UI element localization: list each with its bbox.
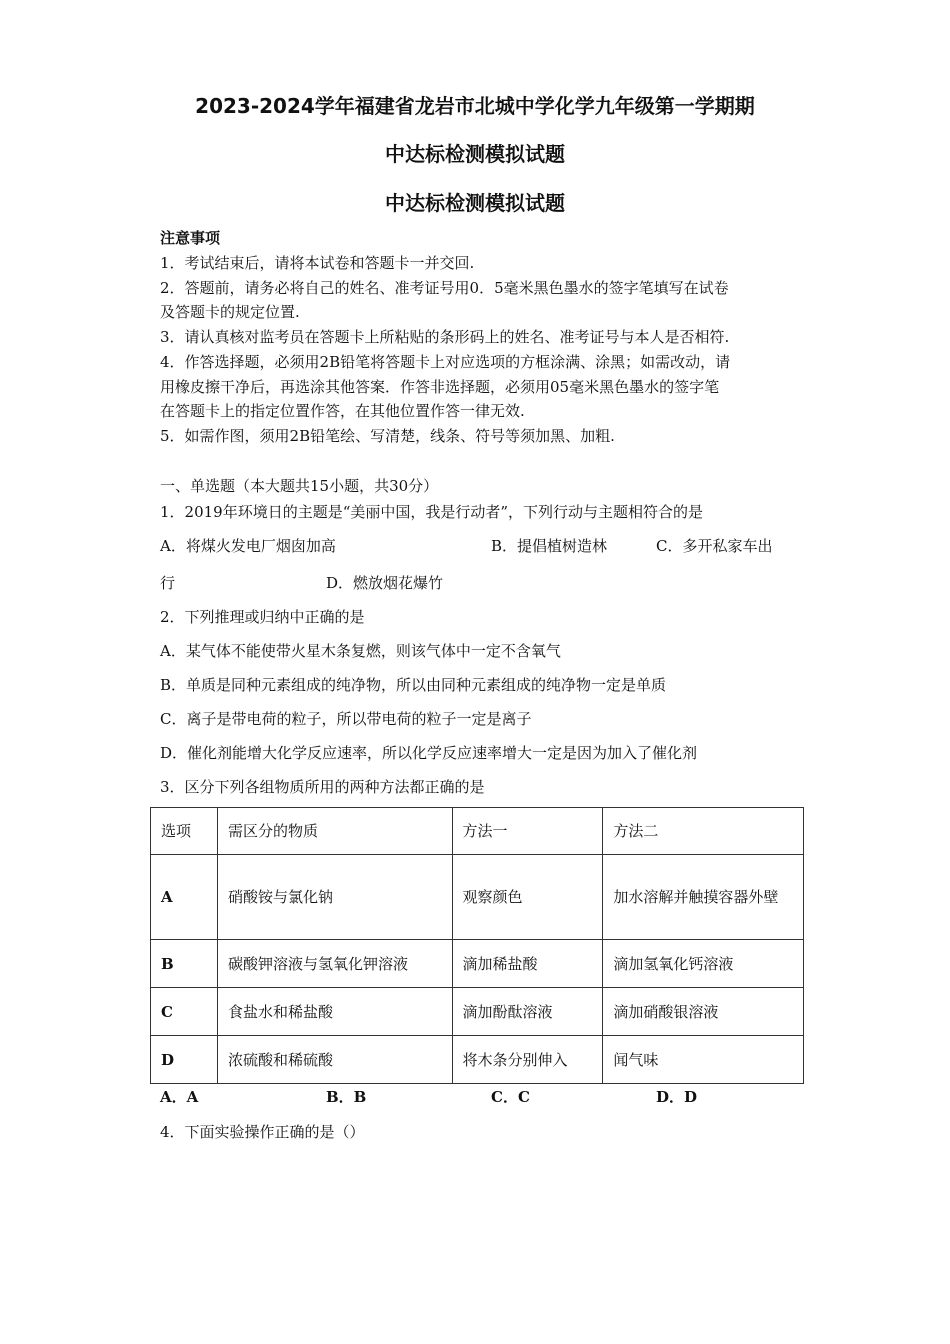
- table-header-cell: 方法一: [452, 808, 603, 855]
- table-header-row: [151, 808, 804, 855]
- table-row: [151, 988, 804, 1036]
- question-3-option-b: B．B: [326, 1088, 367, 1106]
- question-1-option-a: A．将煤火发电厂烟囱加高: [160, 537, 336, 555]
- notice-item: 及答题卡的规定位置.: [160, 303, 300, 321]
- notice-heading: 注意事项: [160, 229, 221, 247]
- table-cell: 食盐水和稀盐酸: [217, 988, 452, 1036]
- question-2-option-a: A．某气体不能使带火星木条复燃，则该气体中一定不含氧气: [160, 642, 561, 660]
- notice-item: 在答题卡上的指定位置作答，在其他位置作答一律无效.: [160, 402, 525, 420]
- question-3-option-c: C．C: [491, 1088, 530, 1106]
- question-1-option-b: B．提倡植树造林: [491, 537, 608, 555]
- table-cell: 滴加硝酸银溶液: [603, 988, 804, 1036]
- table-cell: 观察颜色: [452, 855, 603, 940]
- table-cell: 加水溶解并触摸容器外壁: [603, 855, 804, 940]
- question-1-option-c-continued: 行: [160, 574, 176, 592]
- question-3-option-a: A．A: [160, 1088, 199, 1106]
- table-cell: 硝酸铵与氯化钠: [217, 855, 452, 940]
- table-row: [151, 855, 804, 940]
- notice-item: 5．如需作图，须用2B铅笔绘、写清楚，线条、符号等须加黑、加粗.: [160, 427, 615, 445]
- question-2-stem: 2．下列推理或归纳中正确的是: [160, 608, 365, 626]
- table-cell: 滴加氢氧化钙溶液: [603, 940, 804, 988]
- notice-item: 2．答题前，请务必将自己的姓名、准考证号用0．5毫米黑色墨水的签字笔填写在试卷: [160, 279, 729, 297]
- notice-item: 4．作答选择题，必须用2B铅笔将答题卡上对应选项的方框涂满、涂黑；如需改动，请: [160, 353, 731, 371]
- table-cell: 浓硫酸和稀硫酸: [217, 1036, 452, 1084]
- table-row: [151, 1036, 804, 1084]
- question-3-stem: 3．区分下列各组物质所用的两种方法都正确的是: [160, 778, 485, 796]
- table-header-cell: 选项: [151, 808, 218, 855]
- table-cell: A: [151, 855, 218, 940]
- question-1-option-d: D．燃放烟花爆竹: [326, 574, 444, 592]
- page-title: 2023-2024学年福建省龙岩市北城中学化学九年级第一学期期: [195, 94, 755, 118]
- table-cell: 碳酸钾溶液与氢氧化钾溶液: [217, 940, 452, 988]
- question-3-option-d: D．D: [656, 1088, 698, 1106]
- page-subtitle-repeat: 中达标检测模拟试题: [385, 191, 565, 215]
- table-row: [151, 940, 804, 988]
- question-1-option-c: C．多开私家车出: [656, 537, 773, 555]
- question-1-stem: 1．2019年环境日的主题是“美丽中国，我是行动者”，下列行动与主题相符合的是: [160, 503, 704, 521]
- table-cell: 将木条分别伸入: [452, 1036, 603, 1084]
- question-2-option-c: C．离子是带电荷的粒子，所以带电荷的粒子一定是离子: [160, 710, 532, 728]
- question-2-option-b: B．单质是同种元素组成的纯净物，所以由同种元素组成的纯净物一定是单质: [160, 676, 667, 694]
- table-header-cell: 方法二: [603, 808, 804, 855]
- notice-item: 用橡皮擦干净后，再选涂其他答案．作答非选择题，必须用05毫米黑色墨水的签字笔: [160, 378, 720, 396]
- notice-item: 1．考试结束后，请将本试卷和答题卡一并交回.: [160, 254, 475, 272]
- table-cell: B: [151, 940, 218, 988]
- table-cell: C: [151, 988, 218, 1036]
- notice-item: 3．请认真核对监考员在答题卡上所粘贴的条形码上的姓名、准考证号与本人是否相符.: [160, 328, 730, 346]
- table-header-cell: 需区分的物质: [217, 808, 452, 855]
- question-4-stem: 4．下面实验操作正确的是（）: [160, 1123, 365, 1141]
- question-3-table: [150, 807, 804, 1084]
- table-cell: D: [151, 1036, 218, 1084]
- table-cell: 滴加稀盐酸: [452, 940, 603, 988]
- section-heading: 一、单选题（本大题共15小题，共30分）: [160, 477, 439, 495]
- table-cell: 闻气味: [603, 1036, 804, 1084]
- question-2-option-d: D．催化剂能增大化学反应速率，所以化学反应速率增大一定是因为加入了催化剂: [160, 744, 698, 762]
- page-subtitle: 中达标检测模拟试题: [385, 142, 565, 166]
- table-cell: 滴加酚酞溶液: [452, 988, 603, 1036]
